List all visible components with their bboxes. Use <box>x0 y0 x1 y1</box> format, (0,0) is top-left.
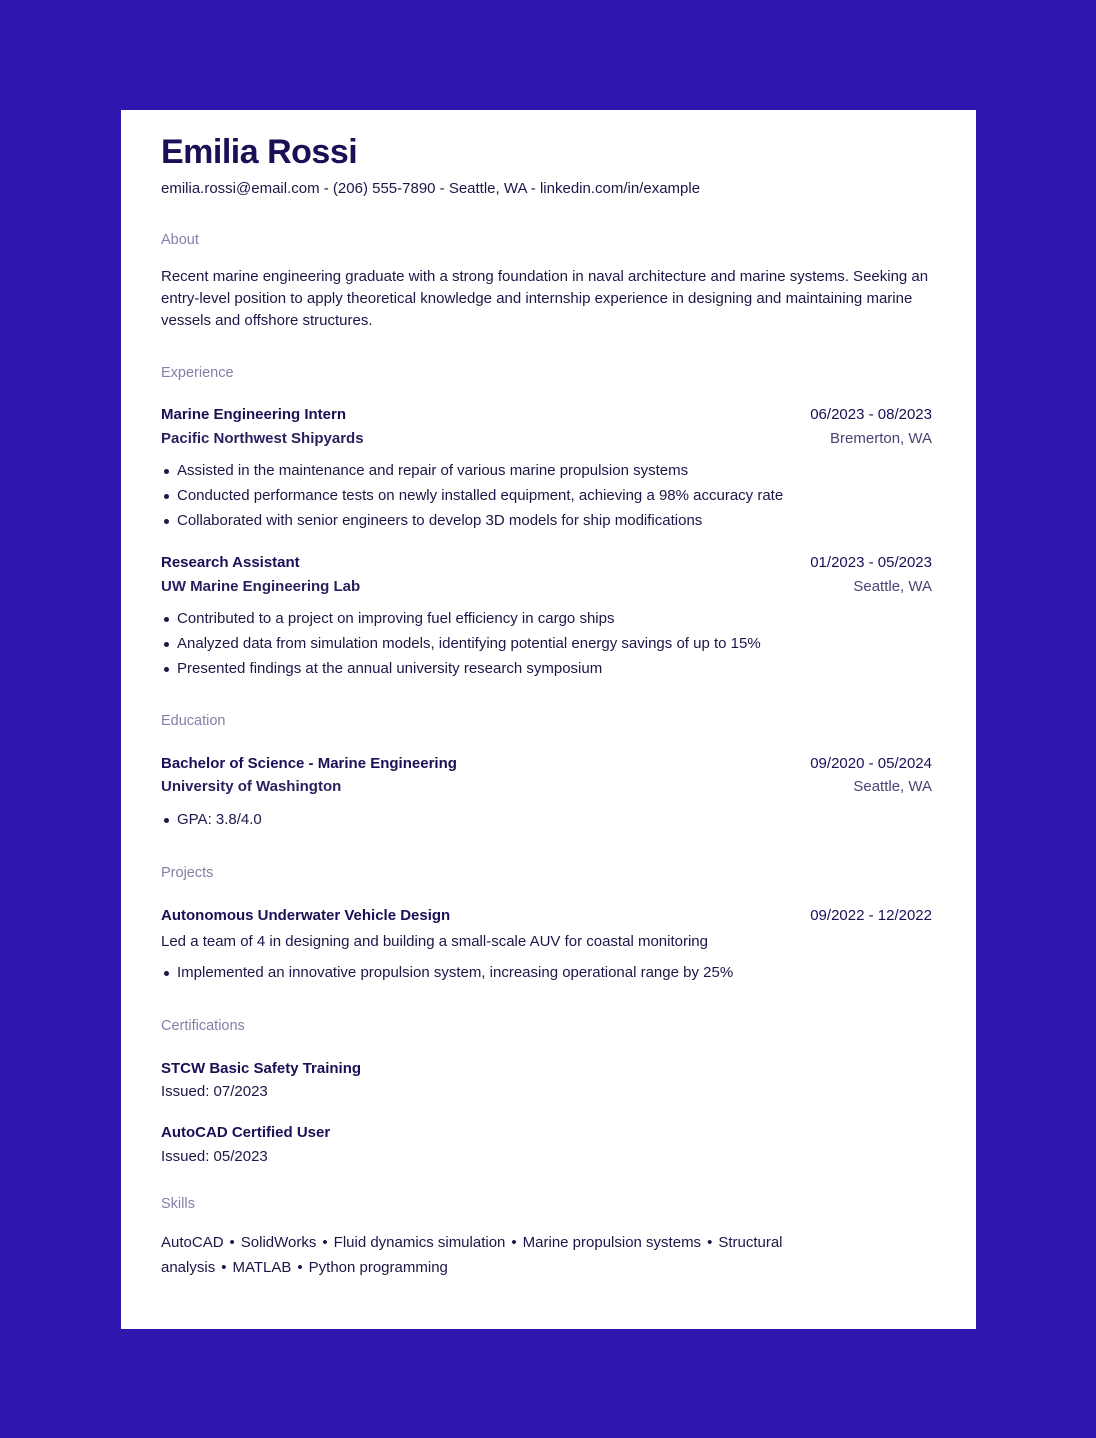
skill-item: Structural analysis <box>161 1234 783 1276</box>
degree: Bachelor of Science - Marine Engineering <box>161 755 457 772</box>
resume-page <box>121 110 976 1329</box>
list-item: Contributed to a project on improving fuel efficiency in cargo ships <box>177 606 932 631</box>
school-location: Seattle, WA <box>853 778 932 795</box>
job-dates: 06/2023 - 08/2023 <box>810 406 932 423</box>
education-header-row <box>161 754 932 774</box>
bullet-list <box>161 807 932 832</box>
skill-separator: • <box>221 1259 227 1276</box>
experience-header-row <box>161 553 932 573</box>
certification-issued: Issued: 05/2023 <box>161 1148 268 1165</box>
section-title-experience: Experience <box>161 365 234 381</box>
certification-entry <box>161 1059 932 1102</box>
section-title-skills: Skills <box>161 1196 195 1212</box>
section-title-projects: Projects <box>161 865 214 881</box>
project-name: Autonomous Underwater Vehicle Design <box>161 907 451 924</box>
about-text: Recent marine engineering graduate with a strong foundation in naval architecture and marine systems. Seeking an entry-level position to apply theoretical knowledge and internship experience in designing and maintaining marine vessels and offshore structures. <box>161 268 929 329</box>
list-item: GPA: 3.8/4.0 <box>177 807 932 832</box>
certification-name: AutoCAD Certified User <box>161 1124 331 1141</box>
education-entry <box>161 754 932 832</box>
certification-entry <box>161 1123 932 1167</box>
company-name: UW Marine Engineering Lab <box>161 578 361 595</box>
skill-separator: • <box>707 1234 713 1251</box>
education-sub-row <box>161 777 932 797</box>
project-dates: 09/2022 - 12/2022 <box>810 907 932 924</box>
bullet-list <box>161 458 932 533</box>
list-item: Assisted in the maintenance and repair of various marine propulsion systems <box>177 458 932 483</box>
skill-separator: • <box>229 1234 235 1251</box>
candidate-name: Emilia Rossi <box>161 133 358 171</box>
education-dates: 09/2020 - 05/2024 <box>810 755 932 772</box>
certification-issued: Issued: 07/2023 <box>161 1083 268 1100</box>
bullet-list <box>161 960 932 985</box>
school-name: University of Washington <box>161 778 342 795</box>
list-item: Collaborated with senior engineers to develop 3D models for ship modifications <box>177 508 932 533</box>
job-location: Bremerton, WA <box>830 430 932 447</box>
skill-item: AutoCAD <box>161 1234 224 1251</box>
project-header-row <box>161 906 932 926</box>
certification-name-row <box>161 1059 932 1079</box>
skill-separator: • <box>297 1259 303 1276</box>
skills-list <box>161 1230 901 1280</box>
job-title: Marine Engineering Intern <box>161 406 347 423</box>
job-title: Research Assistant <box>161 554 300 571</box>
skill-item: MATLAB <box>232 1259 292 1276</box>
certification-name: STCW Basic Safety Training <box>161 1060 362 1077</box>
certification-name-row <box>161 1123 932 1143</box>
skill-item: SolidWorks <box>240 1234 317 1251</box>
list-item: Presented findings at the annual university research symposium <box>177 656 932 681</box>
list-item: Conducted performance tests on newly installed equipment, achieving a 98% accuracy rate <box>177 483 932 508</box>
skill-item: Marine propulsion systems <box>522 1234 702 1251</box>
project-entry <box>161 906 932 985</box>
list-item: Analyzed data from simulation models, identifying potential energy savings of up to 15% <box>177 631 932 656</box>
experience-sub-row <box>161 577 932 597</box>
experience-header-row <box>161 405 932 425</box>
project-description: Led a team of 4 in designing and building a small-scale AUV for coastal monitoring <box>161 933 708 950</box>
skill-separator: • <box>511 1234 517 1251</box>
company-name: Pacific Northwest Shipyards <box>161 430 364 447</box>
contact-line: emilia.rossi@email.com - (206) 555-7890 - Seattle, WA - linkedin.com/in/example <box>161 180 701 197</box>
experience-entry <box>161 405 932 533</box>
list-item: Implemented an innovative propulsion system, increasing operational range by 25% <box>177 960 932 985</box>
job-dates: 01/2023 - 05/2023 <box>810 554 932 571</box>
experience-sub-row <box>161 429 932 449</box>
experience-entry <box>161 553 932 681</box>
skill-item: Fluid dynamics simulation <box>333 1234 506 1251</box>
skill-item: Python programming <box>308 1259 448 1276</box>
section-title-about: About <box>161 232 199 248</box>
job-location: Seattle, WA <box>853 578 932 595</box>
bullet-list <box>161 606 932 681</box>
skill-separator: • <box>322 1234 328 1251</box>
section-title-education: Education <box>161 713 226 729</box>
section-title-certifications: Certifications <box>161 1018 245 1034</box>
